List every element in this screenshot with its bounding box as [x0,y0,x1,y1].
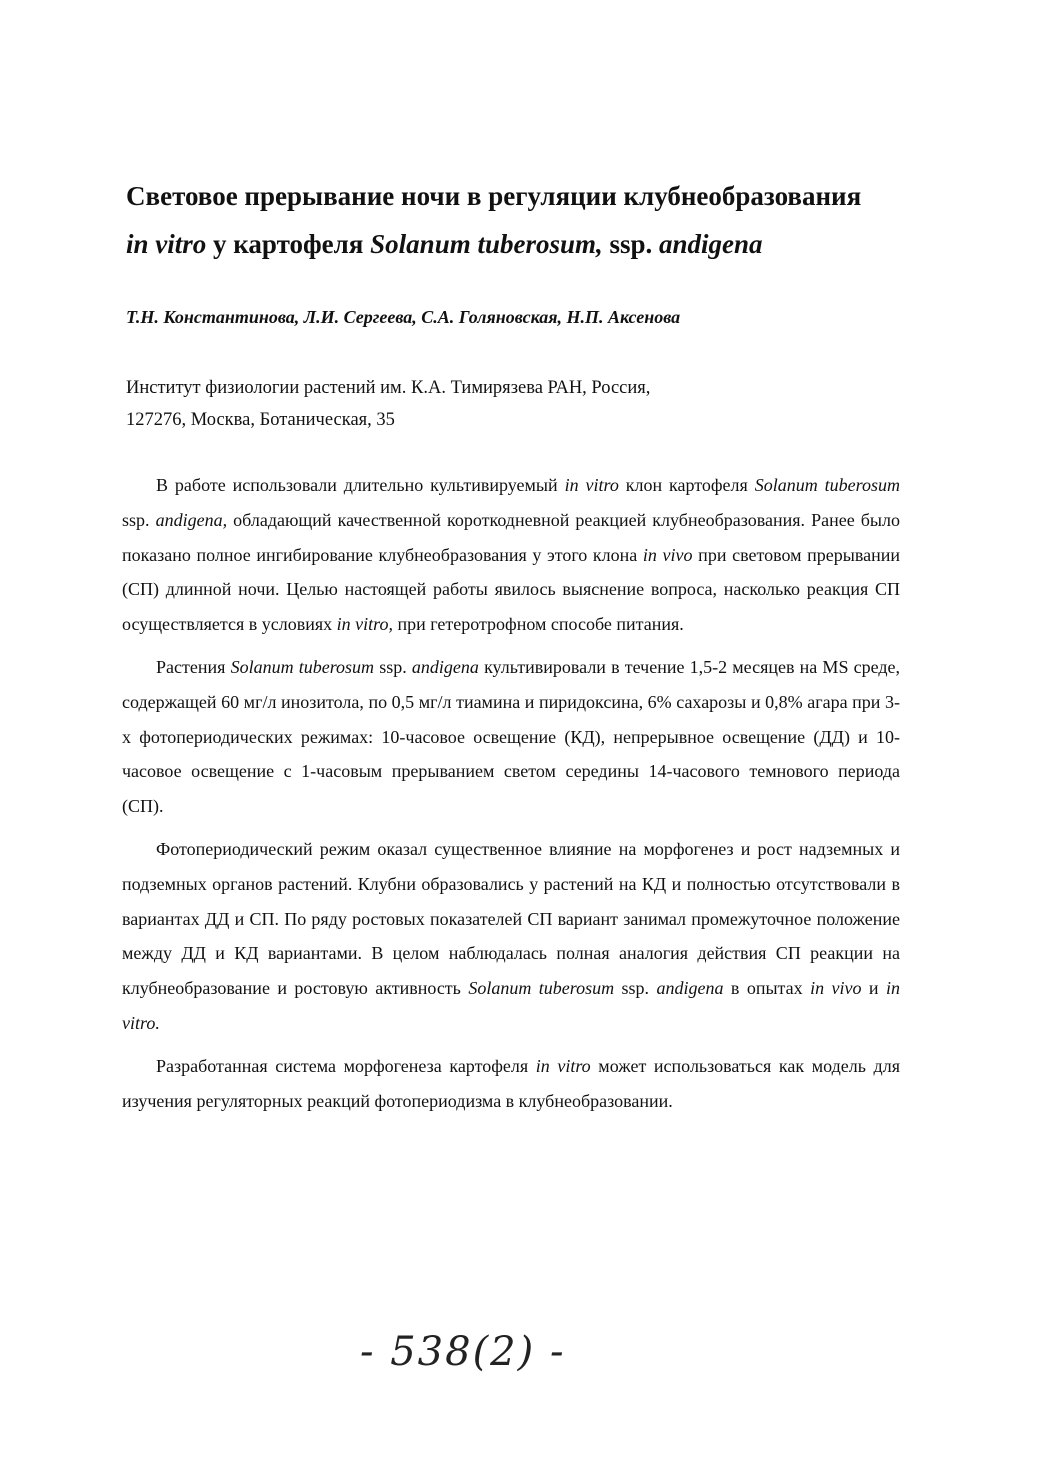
italic-run: andigena [411,656,479,677]
authors: Т.Н. Константинова, Л.И. Сергеева, С.А. Голяновская, Н.П. Аксенова [126,307,681,327]
affiliation-line-2: 127276, Москва, Ботаническая, 35 [126,410,395,430]
affiliation-line-1: Институт физиологии растений им. К.А. Тимирязева РАН, Россия, [126,378,651,398]
italic-run: andigena, [155,509,228,530]
italic-run: andigena [656,978,724,999]
text-run: Разработанная система морфогенеза картофеля [156,1055,536,1076]
italic-run: Solanum tuberosum [468,978,615,999]
handwritten-page-number: - 538(2) - [360,1329,566,1375]
paragraph-3 [122,832,900,1041]
text-run: ssp. [122,509,156,530]
paper-title [126,172,926,268]
text-run: культивировали в течение 1,5-2 месяцев на MS среде, содержащей 60 мг/л инозитола, по 0,5 мг/л тиамина и пиридоксина, 6% сахарозы и 0,8% агара при 3-х фотопериодических режимах: 10-часовое освещение (КД), непрерывное освещение (ДД) и 10-часовое освещение с 1-часовым прерыванием светом середины 14-часового темнового периода (СП). [122,656,900,817]
text-run: ssp. [374,656,412,677]
text-run: В работе использовали длительно культивируемый [156,475,565,495]
italic-run: in vitro [535,1055,591,1076]
text-run: и [861,978,886,999]
italic-run: in vivo [810,978,862,999]
text-run: Фотопериодический режим оказал существенное влияние на морфогенез и рост надземных и подземных органов растений. Клубни образовались у растений на КД и полностью отсутствовали в вариантах ДД и СП. По ряду ростовых показателей СП вариант занимал промежуточное положение между ДД и КД вариантами. В целом наблюдалась полная аналогия действия СП реакции на клубнеобразование и ростовую активность [122,838,900,999]
text-run: при световом прерывании (СП) длинной ночи. Целью настоящей работы явилось выяснение вопроса, насколько реакция СП осуществляется в условиях [122,544,901,635]
italic-run: in vitro, [336,614,393,635]
text-run: Растения [156,656,231,677]
italic-run: in vitro [564,475,619,495]
italic-run: Solanum tuberosum [230,656,375,677]
affiliation [126,372,906,436]
italic-run: in vivo [642,544,693,565]
title-text: у картофеля [206,229,371,259]
text-run: может использоваться как модель для изучения регуляторных реакций фотопериодизма в клубнеобразовании. [122,1055,900,1111]
title-in-vitro: in vitro [126,229,207,259]
abstract-body [122,468,900,1126]
title-text: ssp. [602,229,660,259]
text-run: в опытах [723,978,811,999]
text-run: при гетеротрофном способе питания. [392,614,684,635]
italic-run: Solanum tuberosum [754,475,900,495]
text-run: обладающий качественной короткодневной реакцией клубнеобразования. Ранее было показано полное ингибирование клубнеобразования у этого клона [122,509,900,565]
text-run: клон картофеля [618,475,755,495]
paragraph-4 [122,1049,900,1119]
title-species: Solanum tuberosum, [370,229,603,259]
text-run: ssp. [614,978,657,999]
title-line-1: Световое прерывание ночи в регуляции клубнеобразования [126,181,862,211]
italic-run: in vitro. [122,978,900,1033]
title-subspecies: andigena [659,229,763,259]
paragraph-2 [122,650,900,824]
paragraph-1 [122,468,900,642]
